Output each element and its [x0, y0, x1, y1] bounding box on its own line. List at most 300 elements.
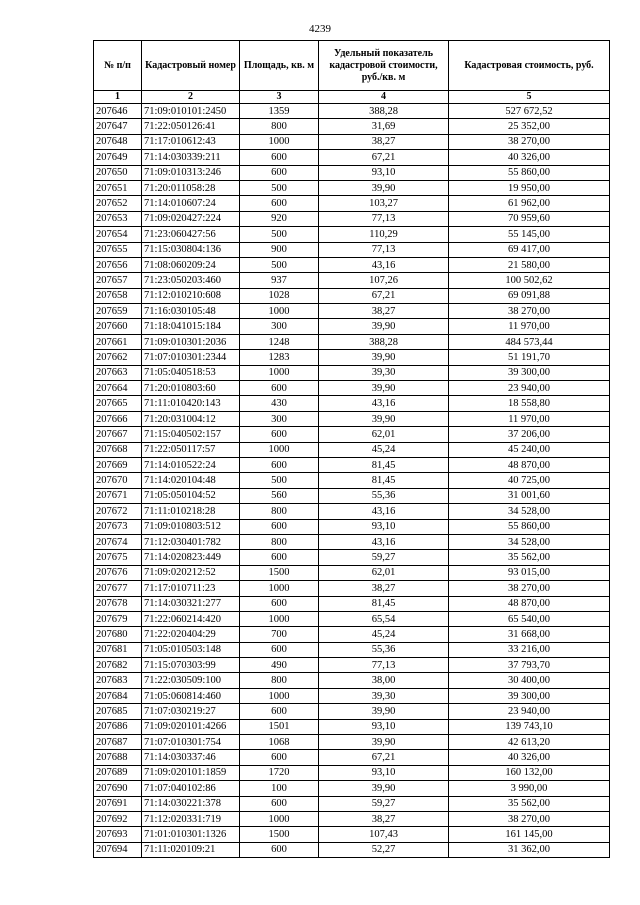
cadastral-number-cell: 71:22:030509:100	[142, 673, 240, 688]
area-cell: 600	[240, 796, 319, 811]
cadastral-value-cell: 25 352,00	[449, 119, 610, 134]
cadastral-value-cell: 160 132,00	[449, 765, 610, 780]
area-cell: 1000	[240, 611, 319, 626]
table-row	[94, 442, 610, 457]
row-number-cell: 207659	[94, 304, 142, 319]
row-number-cell: 207680	[94, 627, 142, 642]
unit-value-cell: 39,90	[319, 781, 449, 796]
row-number-cell: 207694	[94, 842, 142, 857]
page-number: 4239	[309, 23, 331, 35]
area-cell: 937	[240, 273, 319, 288]
unit-value-cell: 45,24	[319, 627, 449, 642]
row-number-cell: 207673	[94, 519, 142, 534]
area-cell: 920	[240, 211, 319, 226]
row-number-cell: 207669	[94, 457, 142, 472]
table-row	[94, 519, 610, 534]
cadastral-number-cell: 71:09:020427:224	[142, 211, 240, 226]
table-row	[94, 488, 610, 503]
unit-value-cell: 38,27	[319, 134, 449, 149]
row-number-cell: 207686	[94, 719, 142, 734]
table-row	[94, 119, 610, 134]
cadastral-number-cell: 71:15:070303:99	[142, 658, 240, 673]
unit-value-cell: 77,13	[319, 658, 449, 673]
cadastral-number-cell: 71:14:020104:48	[142, 473, 240, 488]
unit-value-cell: 43,16	[319, 534, 449, 549]
table-row	[94, 365, 610, 380]
table-row	[94, 396, 610, 411]
unit-value-cell: 39,30	[319, 365, 449, 380]
unit-value-cell: 67,21	[319, 150, 449, 165]
cadastral-number-cell: 71:17:010612:43	[142, 134, 240, 149]
cadastral-value-cell: 39 300,00	[449, 688, 610, 703]
table-row	[94, 227, 610, 242]
cadastral-value-cell: 484 573,44	[449, 334, 610, 349]
unit-value-cell: 388,28	[319, 334, 449, 349]
area-cell: 300	[240, 319, 319, 334]
unit-value-cell: 67,21	[319, 288, 449, 303]
area-cell: 1000	[240, 581, 319, 596]
table-row	[94, 811, 610, 826]
row-number-cell: 207677	[94, 581, 142, 596]
area-cell: 1000	[240, 442, 319, 457]
unit-value-cell: 43,16	[319, 257, 449, 272]
cadastral-value-cell: 31 001,60	[449, 488, 610, 503]
cadastral-number-cell: 71:14:010607:24	[142, 196, 240, 211]
area-cell: 100	[240, 781, 319, 796]
table-row	[94, 658, 610, 673]
cadastral-number-cell: 71:09:010301:2036	[142, 334, 240, 349]
area-cell: 500	[240, 227, 319, 242]
cadastral-value-cell: 48 870,00	[449, 457, 610, 472]
table-row	[94, 735, 610, 750]
area-cell: 500	[240, 257, 319, 272]
header-unit-value: Удельный показатель кадастровой стоимости, руб./кв. м	[319, 41, 449, 91]
cadastral-value-cell: 51 191,70	[449, 350, 610, 365]
row-number-cell: 207670	[94, 473, 142, 488]
cadastral-value-cell: 40 725,00	[449, 473, 610, 488]
unit-value-cell: 55,36	[319, 642, 449, 657]
area-cell: 1028	[240, 288, 319, 303]
area-cell: 900	[240, 242, 319, 257]
area-cell: 1501	[240, 719, 319, 734]
cadastral-value-cell: 69 091,88	[449, 288, 610, 303]
area-cell: 500	[240, 473, 319, 488]
unit-value-cell: 39,90	[319, 735, 449, 750]
column-number: 2	[142, 91, 240, 104]
table-row	[94, 457, 610, 472]
unit-value-cell: 81,45	[319, 457, 449, 472]
area-cell: 1000	[240, 304, 319, 319]
cadastral-value-cell: 38 270,00	[449, 134, 610, 149]
row-number-cell: 207684	[94, 688, 142, 703]
column-number: 1	[94, 91, 142, 104]
row-number-cell: 207647	[94, 119, 142, 134]
unit-value-cell: 67,21	[319, 750, 449, 765]
cadastral-value-cell: 48 870,00	[449, 596, 610, 611]
cadastral-number-cell: 71:23:060427:56	[142, 227, 240, 242]
table-row	[94, 842, 610, 857]
cadastral-value-cell: 55 860,00	[449, 519, 610, 534]
area-cell: 430	[240, 396, 319, 411]
cadastral-number-cell: 71:22:060214:420	[142, 611, 240, 626]
cadastral-number-cell: 71:05:040518:53	[142, 365, 240, 380]
cadastral-number-cell: 71:05:060814:460	[142, 688, 240, 703]
cadastral-value-cell: 39 300,00	[449, 365, 610, 380]
unit-value-cell: 38,00	[319, 673, 449, 688]
area-cell: 600	[240, 457, 319, 472]
cadastral-number-cell: 71:20:010803:60	[142, 381, 240, 396]
area-cell: 800	[240, 119, 319, 134]
unit-value-cell: 93,10	[319, 765, 449, 780]
cadastral-number-cell: 71:16:030105:48	[142, 304, 240, 319]
row-number-cell: 207676	[94, 565, 142, 580]
row-number-cell: 207687	[94, 735, 142, 750]
table-row	[94, 781, 610, 796]
cadastral-number-cell: 71:14:010522:24	[142, 457, 240, 472]
row-number-cell: 207658	[94, 288, 142, 303]
cadastral-value-cell: 35 562,00	[449, 796, 610, 811]
area-cell: 1720	[240, 765, 319, 780]
area-cell: 800	[240, 673, 319, 688]
cadastral-number-cell: 71:12:010210:608	[142, 288, 240, 303]
cadastral-value-cell: 33 216,00	[449, 642, 610, 657]
area-cell: 600	[240, 550, 319, 565]
cadastral-number-cell: 71:17:010711:23	[142, 581, 240, 596]
table-row	[94, 150, 610, 165]
cadastral-value-cell: 100 502,62	[449, 273, 610, 288]
table-row	[94, 673, 610, 688]
cadastral-value-cell: 55 860,00	[449, 165, 610, 180]
unit-value-cell: 77,13	[319, 211, 449, 226]
row-number-cell: 207683	[94, 673, 142, 688]
cadastral-value-cell: 40 326,00	[449, 750, 610, 765]
cadastral-number-cell: 71:14:030337:46	[142, 750, 240, 765]
cadastral-value-cell: 3 990,00	[449, 781, 610, 796]
table-row	[94, 642, 610, 657]
unit-value-cell: 62,01	[319, 565, 449, 580]
cadastral-value-cell: 23 940,00	[449, 704, 610, 719]
table-row	[94, 765, 610, 780]
column-number: 5	[449, 91, 610, 104]
row-number-cell: 207646	[94, 104, 142, 119]
cadastral-number-cell: 71:07:010301:2344	[142, 350, 240, 365]
table-row	[94, 211, 610, 226]
table-row	[94, 534, 610, 549]
table-row	[94, 319, 610, 334]
row-number-cell: 207666	[94, 411, 142, 426]
unit-value-cell: 39,90	[319, 704, 449, 719]
row-number-cell: 207667	[94, 427, 142, 442]
unit-value-cell: 388,28	[319, 104, 449, 119]
unit-value-cell: 55,36	[319, 488, 449, 503]
area-cell: 1000	[240, 365, 319, 380]
unit-value-cell: 38,27	[319, 581, 449, 596]
cadastral-value-cell: 34 528,00	[449, 534, 610, 549]
cadastral-number-cell: 71:18:041015:184	[142, 319, 240, 334]
area-cell: 490	[240, 658, 319, 673]
cadastral-value-cell: 55 145,00	[449, 227, 610, 242]
row-number-cell: 207674	[94, 534, 142, 549]
table-body	[94, 104, 610, 858]
table-row	[94, 411, 610, 426]
unit-value-cell: 39,90	[319, 319, 449, 334]
cadastral-number-cell: 71:14:030221:378	[142, 796, 240, 811]
table-row	[94, 796, 610, 811]
cadastral-number-cell: 71:09:010803:512	[142, 519, 240, 534]
table-row	[94, 257, 610, 272]
unit-value-cell: 93,10	[319, 519, 449, 534]
cadastral-value-cell: 23 940,00	[449, 381, 610, 396]
cadastral-value-cell: 38 270,00	[449, 304, 610, 319]
cadastral-number-cell: 71:20:011058:28	[142, 180, 240, 195]
cadastral-value-cell: 30 400,00	[449, 673, 610, 688]
cadastral-value-cell: 38 270,00	[449, 581, 610, 596]
row-number-cell: 207651	[94, 180, 142, 195]
row-number-cell: 207648	[94, 134, 142, 149]
area-cell: 600	[240, 704, 319, 719]
unit-value-cell: 65,54	[319, 611, 449, 626]
area-cell: 600	[240, 642, 319, 657]
area-cell: 600	[240, 842, 319, 857]
cadastral-number-cell: 71:01:010301:1326	[142, 827, 240, 842]
row-number-cell: 207661	[94, 334, 142, 349]
cadastral-value-cell: 21 580,00	[449, 257, 610, 272]
cadastral-number-cell: 71:09:020101:4266	[142, 719, 240, 734]
row-number-cell: 207650	[94, 165, 142, 180]
cadastral-number-cell: 71:22:020404:29	[142, 627, 240, 642]
unit-value-cell: 39,90	[319, 350, 449, 365]
table-row	[94, 827, 610, 842]
cadastral-number-cell: 71:08:060209:24	[142, 257, 240, 272]
table-row	[94, 196, 610, 211]
row-number-cell: 207662	[94, 350, 142, 365]
unit-value-cell: 39,90	[319, 411, 449, 426]
table-row	[94, 273, 610, 288]
area-cell: 600	[240, 596, 319, 611]
cadastral-number-cell: 71:11:020109:21	[142, 842, 240, 857]
unit-value-cell: 39,90	[319, 381, 449, 396]
row-number-cell: 207692	[94, 811, 142, 826]
table-row	[94, 334, 610, 349]
table-row	[94, 165, 610, 180]
cadastral-value-cell: 93 015,00	[449, 565, 610, 580]
cadastral-value-cell: 70 959,60	[449, 211, 610, 226]
area-cell: 600	[240, 150, 319, 165]
row-number-cell: 207660	[94, 319, 142, 334]
row-number-cell: 207657	[94, 273, 142, 288]
unit-value-cell: 107,26	[319, 273, 449, 288]
cadastral-number-cell: 71:15:030804:136	[142, 242, 240, 257]
table-row	[94, 134, 610, 149]
unit-value-cell: 45,24	[319, 442, 449, 457]
unit-value-cell: 77,13	[319, 242, 449, 257]
area-cell: 700	[240, 627, 319, 642]
row-number-cell: 207668	[94, 442, 142, 457]
unit-value-cell: 110,29	[319, 227, 449, 242]
cadastral-value-cell: 527 672,52	[449, 104, 610, 119]
cadastral-value-cell: 11 970,00	[449, 411, 610, 426]
cadastral-value-cell: 37 206,00	[449, 427, 610, 442]
row-number-cell: 207691	[94, 796, 142, 811]
area-cell: 300	[240, 411, 319, 426]
cadastral-value-cell: 38 270,00	[449, 811, 610, 826]
area-cell: 800	[240, 504, 319, 519]
row-number-cell: 207649	[94, 150, 142, 165]
row-number-cell: 207688	[94, 750, 142, 765]
row-number-cell: 207693	[94, 827, 142, 842]
cadastral-value-cell: 37 793,70	[449, 658, 610, 673]
cadastral-value-cell: 31 668,00	[449, 627, 610, 642]
unit-value-cell: 81,45	[319, 473, 449, 488]
unit-value-cell: 107,43	[319, 827, 449, 842]
unit-value-cell: 59,27	[319, 796, 449, 811]
cadastral-value-cell: 61 962,00	[449, 196, 610, 211]
unit-value-cell: 39,30	[319, 688, 449, 703]
table-row	[94, 473, 610, 488]
cadastral-number-cell: 71:07:010301:754	[142, 735, 240, 750]
table-row	[94, 550, 610, 565]
row-number-cell: 207689	[94, 765, 142, 780]
area-cell: 1068	[240, 735, 319, 750]
area-cell: 560	[240, 488, 319, 503]
cadastral-number-cell: 71:09:020212:52	[142, 565, 240, 580]
area-cell: 1359	[240, 104, 319, 119]
cadastral-number-cell: 71:14:030339:211	[142, 150, 240, 165]
cadastral-value-cell: 69 417,00	[449, 242, 610, 257]
column-number-row	[94, 91, 610, 104]
table-row	[94, 688, 610, 703]
table-row	[94, 750, 610, 765]
column-number: 4	[319, 91, 449, 104]
cadastral-number-cell: 71:09:010313:246	[142, 165, 240, 180]
area-cell: 1000	[240, 134, 319, 149]
cadastral-value-cell: 11 970,00	[449, 319, 610, 334]
row-number-cell: 207675	[94, 550, 142, 565]
area-cell: 1000	[240, 811, 319, 826]
unit-value-cell: 39,90	[319, 180, 449, 195]
unit-value-cell: 38,27	[319, 811, 449, 826]
cadastral-number-cell: 71:12:020331:719	[142, 811, 240, 826]
unit-value-cell: 31,69	[319, 119, 449, 134]
cadastral-value-cell: 31 362,00	[449, 842, 610, 857]
table-row	[94, 427, 610, 442]
cadastral-value-cell: 35 562,00	[449, 550, 610, 565]
cadastral-value-cell: 161 145,00	[449, 827, 610, 842]
unit-value-cell: 59,27	[319, 550, 449, 565]
area-cell: 600	[240, 519, 319, 534]
area-cell: 1000	[240, 688, 319, 703]
cadastral-value-cell: 34 528,00	[449, 504, 610, 519]
area-cell: 800	[240, 534, 319, 549]
row-number-cell: 207654	[94, 227, 142, 242]
area-cell: 600	[240, 381, 319, 396]
table-row	[94, 504, 610, 519]
cadastral-number-cell: 71:09:020101:1859	[142, 765, 240, 780]
area-cell: 1500	[240, 827, 319, 842]
unit-value-cell: 93,10	[319, 165, 449, 180]
row-number-cell: 207652	[94, 196, 142, 211]
area-cell: 600	[240, 750, 319, 765]
cadastral-value-cell: 139 743,10	[449, 719, 610, 734]
row-number-cell: 207653	[94, 211, 142, 226]
cadastral-value-cell: 18 558,80	[449, 396, 610, 411]
table-header-row	[94, 41, 610, 91]
row-number-cell: 207655	[94, 242, 142, 257]
area-cell: 500	[240, 180, 319, 195]
cadastral-number-cell: 71:07:030219:27	[142, 704, 240, 719]
table-row	[94, 627, 610, 642]
area-cell: 1283	[240, 350, 319, 365]
unit-value-cell: 43,16	[319, 396, 449, 411]
table-row	[94, 565, 610, 580]
table-row	[94, 242, 610, 257]
cadastral-value-cell: 45 240,00	[449, 442, 610, 457]
area-cell: 600	[240, 196, 319, 211]
area-cell: 600	[240, 165, 319, 180]
unit-value-cell: 43,16	[319, 504, 449, 519]
table-row	[94, 381, 610, 396]
unit-value-cell: 103,27	[319, 196, 449, 211]
header-cadastral-value: Кадастровая стоимость, руб.	[449, 41, 610, 91]
table-row	[94, 719, 610, 734]
table-row	[94, 350, 610, 365]
cadastral-value-cell: 19 950,00	[449, 180, 610, 195]
header-row-number: № п/п	[94, 41, 142, 91]
unit-value-cell: 52,27	[319, 842, 449, 857]
cadastral-number-cell: 71:23:050203:460	[142, 273, 240, 288]
column-number: 3	[240, 91, 319, 104]
cadastral-number-cell: 71:14:020823:449	[142, 550, 240, 565]
table-row	[94, 104, 610, 119]
row-number-cell: 207679	[94, 611, 142, 626]
cadastral-number-cell: 71:05:010503:148	[142, 642, 240, 657]
row-number-cell: 207685	[94, 704, 142, 719]
header-area: Площадь, кв. м	[240, 41, 319, 91]
cadastral-number-cell: 71:15:040502:157	[142, 427, 240, 442]
cadastral-number-cell: 71:20:031004:12	[142, 411, 240, 426]
row-number-cell: 207682	[94, 658, 142, 673]
row-number-cell: 207681	[94, 642, 142, 657]
area-cell: 1500	[240, 565, 319, 580]
table-row	[94, 180, 610, 195]
row-number-cell: 207678	[94, 596, 142, 611]
cadastral-number-cell: 71:22:050126:41	[142, 119, 240, 134]
unit-value-cell: 62,01	[319, 427, 449, 442]
cadastral-number-cell: 71:22:050117:57	[142, 442, 240, 457]
cadastral-number-cell: 71:09:010101:2450	[142, 104, 240, 119]
cadastral-value-cell: 65 540,00	[449, 611, 610, 626]
table-row	[94, 596, 610, 611]
row-number-cell: 207656	[94, 257, 142, 272]
row-number-cell: 207663	[94, 365, 142, 380]
row-number-cell: 207672	[94, 504, 142, 519]
cadastral-value-cell: 40 326,00	[449, 150, 610, 165]
table-row	[94, 611, 610, 626]
cadastral-value-cell: 42 613,20	[449, 735, 610, 750]
area-cell: 1248	[240, 334, 319, 349]
header-cadastral-number: Кадастровый номер	[142, 41, 240, 91]
table-row	[94, 581, 610, 596]
table-row	[94, 288, 610, 303]
cadastral-number-cell: 71:12:030401:782	[142, 534, 240, 549]
table-row	[94, 304, 610, 319]
row-number-cell: 207665	[94, 396, 142, 411]
row-number-cell: 207690	[94, 781, 142, 796]
cadastral-number-cell: 71:07:040102:86	[142, 781, 240, 796]
unit-value-cell: 81,45	[319, 596, 449, 611]
cadastral-number-cell: 71:11:010218:28	[142, 504, 240, 519]
cadastral-value-table	[93, 40, 610, 858]
